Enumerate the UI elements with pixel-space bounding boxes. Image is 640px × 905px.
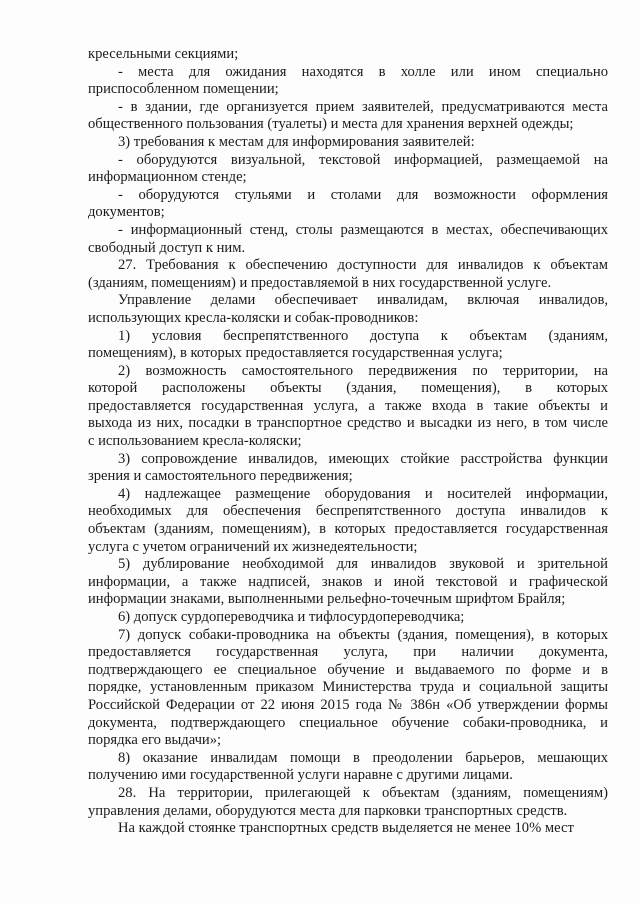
text-line: 1) условия беспрепятственного доступа к объектам (зданиям, [118,327,608,344]
text-line: 2) возможность самостоятельного передвижения по территории, на [118,362,608,379]
text-line: - оборудуются визуальной, текстовой информацией, размещаемой на [118,151,608,168]
text-line: 27. Требования к обеспечению доступности для инвалидов к объектам [118,257,608,274]
text-line: помещениям), в которых предоставляется государственная услуга; [88,345,503,362]
paragraph [88,292,608,327]
paragraph [88,257,608,292]
text-line: - в здании, где организуется прием заявителей, предусматриваются места [118,98,608,115]
document-body [88,46,608,838]
text-line: порядка его выдачи»; [88,732,222,749]
text-line: 8) оказание инвалидам помощи в преодолении барьеров, мешающих [118,749,608,766]
text-line: с использованием кресла-коляски; [88,433,302,450]
paragraph [88,363,608,451]
text-line: На каждой стоянке транспортных средств выделяется не менее 10% мест [118,820,574,837]
text-line: использующих кресла-коляски и собак-проводников: [88,309,419,326]
text-line: Управление делами обеспечивает инвалидам, включая инвалидов, [118,292,608,309]
text-line: свободный доступ к ним. [88,239,246,256]
text-line: приспособленном помещении; [88,81,279,98]
text-line: 5) дублирование необходимой для инвалидов звуковой и зрительной [118,556,608,573]
paragraph [88,451,608,486]
paragraph [88,152,608,187]
text-line: 3) требования к местам для информирования заявителей: [118,133,475,150]
text-line: 7) допуск собаки-проводника на объекты (здания, помещения), в которых [118,626,608,643]
text-line: порядке, установленным приказом Министерства труда и социальной защиты [88,679,608,696]
text-line: которой расположены объекты (здания, помещения), в которых [88,380,608,397]
text-line: информационном стенде; [88,169,247,186]
text-line: 6) допуск сурдопереводчика и тифлосурдопереводчика; [118,609,465,625]
paragraph [88,750,608,785]
paragraph [88,222,608,257]
text-line: Российской Федерации от 22 июня 2015 года № 386н «Об утверждении формы [88,696,608,713]
paragraph [88,328,608,363]
text-line: предоставляется государственная услуга, а также входа в такие объекты и [88,397,608,414]
text-line: документа, подтверждающего специальное обучение собаки-проводника, и [88,714,608,731]
paragraph [88,627,608,750]
text-line: зрения и самостоятельного передвижения; [88,468,353,485]
text-line: подтверждающего ее специальное обучение и выдаваемого по форме и в [88,661,608,678]
text-line: выхода из них, посадки в транспортное средство и высадки из него, в том числе [88,415,608,432]
text-line: 28. На территории, прилегающей к объектам (зданиям, помещениям) [118,784,608,801]
text-line: 4) надлежащее размещение оборудования и носителей информации, [118,485,608,502]
text-line: - оборудуются стульями и столами для возможности оформления [118,186,608,203]
text-line: предоставляется государственная услуга, при наличии документа, [88,644,608,661]
text-line: документов; [88,204,165,221]
paragraph [88,46,608,64]
text-line: получению ими государственной услуги наравне с другими лицами. [88,767,513,784]
text-line: услуга с учетом ограничений их жизнедеятельности; [88,538,418,555]
text-line: 3) сопровождение инвалидов, имеющих стойкие расстройства функции [118,450,608,467]
text-line: управления делами, оборудуются места для парковки транспортных средств. [88,802,568,819]
text-line: необходимых для обеспечения беспрепятственного доступа инвалидов к [88,503,608,520]
text-line: (зданиям, помещениям) и предоставляемой в них государственной услуге. [88,274,552,291]
paragraph [88,64,608,99]
paragraph [88,820,608,838]
paragraph [88,609,608,627]
text-line: - места для ожидания находятся в холле или ином специально [118,63,608,80]
text-line: информации знаками, выполненными рельефно-точечным шрифтом Брайля; [88,591,566,608]
text-line: общественного пользования (туалеты) и места для хранения верхней одежды; [88,116,574,133]
text-line: кресельными секциями; [88,46,239,62]
text-line: - информационный стенд, столы размещаются в местах, обеспечивающих [118,221,608,238]
paragraph [88,556,608,609]
text-line: объектам (зданиям, помещениям), в которых предоставляется государственная [88,521,608,538]
paragraph [88,785,608,820]
paragraph [88,134,608,152]
paragraph [88,486,608,556]
text-line: информации, а также надписей, знаков и иной текстовой и графической [88,573,608,590]
paragraph [88,187,608,222]
paragraph [88,99,608,134]
